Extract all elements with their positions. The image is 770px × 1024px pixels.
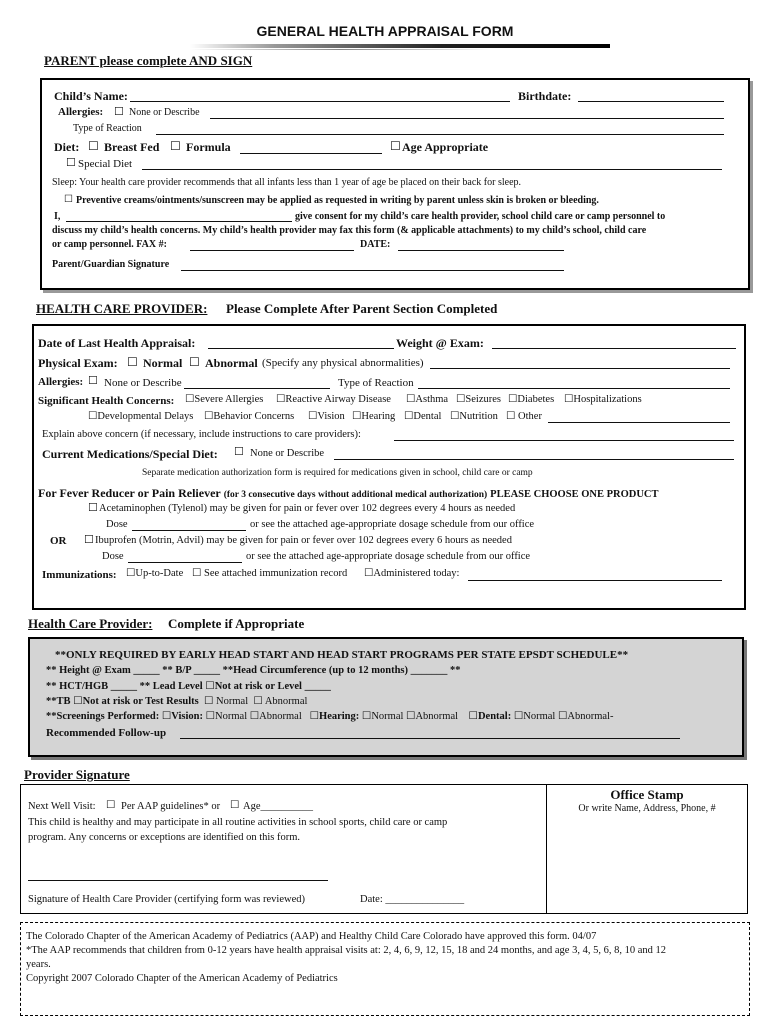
concern-reactive-airway[interactable]: ☐Reactive Airway Disease	[276, 394, 391, 405]
tb-normal-checkbox[interactable]: ☐	[204, 696, 214, 707]
parent-section-heading: PARENT please complete AND SIGN	[44, 53, 253, 68]
hcp-signature-field[interactable]	[28, 880, 328, 881]
acetaminophen-label: Acetaminophen (Tylenol) may be given for pain or fever over 102 degrees every 4 hours as needed	[99, 503, 516, 514]
dental-normal-checkbox[interactable]: ☐	[513, 711, 524, 722]
concern-dental[interactable]: ☐Dental	[404, 411, 442, 422]
footer-line-1: The Colorado Chapter of the American Academy of Pediatrics (AAP) and Healthy Child Care Colorado have approved this form. 04/07	[26, 931, 597, 942]
tb-abnormal-checkbox[interactable]: ☐	[253, 696, 263, 707]
concern-hospitalizations[interactable]: ☐Hospitalizations	[564, 394, 642, 405]
fax-field[interactable]	[190, 250, 354, 251]
date-last-appraisal-field[interactable]	[208, 348, 394, 349]
special-diet-checkbox[interactable]: ☐	[66, 157, 76, 169]
concern-asthma[interactable]: ☐Asthma	[406, 394, 449, 405]
fever-heading	[38, 487, 659, 501]
concern-behavior[interactable]: ☐Behavior Concerns	[204, 411, 295, 422]
formula-label: Formula	[186, 140, 231, 154]
diet-label: Diet:	[54, 140, 80, 154]
explain-field[interactable]	[394, 440, 734, 441]
parent-signature-field[interactable]	[181, 270, 564, 271]
type-of-reaction-label: Type of Reaction	[73, 123, 142, 134]
preventive-checkbox[interactable]: ☐	[64, 194, 73, 205]
vision-checkbox[interactable]: ☐	[161, 711, 172, 722]
concern-severe-allergies[interactable]: ☐Severe Allergies	[185, 394, 264, 405]
or-label: OR	[50, 535, 67, 547]
sig-concerns-label: Significant Health Concerns:	[38, 395, 175, 407]
dose-label-1: Dose	[106, 519, 128, 530]
concern-vision[interactable]: ☐Vision	[308, 411, 345, 422]
tb-not-at-risk-checkbox[interactable]: ☐	[73, 696, 83, 707]
hcp-allergies-label: Allergies:	[38, 376, 84, 388]
up-to-date-label: Up-to-Date	[135, 568, 184, 579]
see-attached-label: See attached immunization record	[204, 568, 348, 579]
special-diet-label: Special Diet	[78, 158, 133, 170]
consent-line-1: give consent for my child’s care health provider, school child care or camp personnel to	[295, 211, 666, 222]
allergies-none-label: None or Describe	[129, 107, 200, 118]
concern-label: Developmental Delays	[97, 411, 194, 422]
hcp-allergies-field[interactable]	[184, 388, 330, 389]
office-stamp-subtitle: Or write Name, Address, Phone, #	[578, 803, 716, 814]
height-bp-line: ** Height @ Exam _____ ** B/P _____ **Head Circumference (up to 12 months) _______ **	[46, 665, 461, 676]
hcp-section-heading: HEALTH CARE PROVIDER:	[36, 301, 208, 316]
form-title: GENERAL HEALTH APPRAISAL FORM	[256, 23, 514, 39]
concern-nutrition[interactable]: ☐Nutrition	[450, 411, 498, 422]
age-appropriate-label: Age Appropriate	[402, 140, 489, 154]
allergies-none-checkbox[interactable]: ☐	[114, 106, 124, 118]
title-underline-swoosh	[190, 44, 610, 48]
physical-abnormal-label: Abnormal	[205, 356, 258, 370]
tb-line	[46, 697, 307, 708]
provider-signature-heading: Provider Signature	[24, 767, 130, 782]
concern-label: Dental	[413, 411, 442, 422]
consent-i-label: I,	[54, 211, 61, 222]
physical-normal-checkbox[interactable]: ☐	[127, 355, 138, 369]
formula-checkbox[interactable]: ☐	[170, 139, 181, 153]
breast-fed-checkbox[interactable]: ☐	[88, 139, 99, 153]
fever-heading-a: For Fever Reducer or Pain Reliever	[38, 486, 221, 500]
vision-normal-checkbox[interactable]: ☐	[205, 711, 216, 722]
tb-label: **TB	[46, 696, 71, 707]
concern-other-field[interactable]	[548, 422, 730, 423]
physical-exam-label: Physical Exam:	[38, 356, 118, 370]
concern-label: Severe Allergies	[194, 394, 264, 405]
parent-signature-label: Parent/Guardian Signature	[52, 259, 170, 270]
birthdate-field[interactable]	[578, 101, 724, 102]
footer-line-4: Copyright 2007 Colorado Chapter of the American Academy of Pediatrics	[26, 973, 338, 984]
ibuprofen-checkbox[interactable]: ☐	[84, 534, 94, 546]
hct-label: ** HCT/HGB _____ ** Lead Level	[46, 681, 203, 692]
hcp-signature-date: Date: _______________	[360, 894, 465, 905]
concern-developmental-delays[interactable]: ☐Developmental Delays	[88, 411, 194, 422]
vision-abnormal-checkbox[interactable]: ☐	[249, 711, 260, 722]
tb-normal-label: Normal	[216, 696, 249, 707]
immunizations-label: Immunizations:	[42, 569, 117, 581]
office-stamp-title: Office Stamp	[610, 787, 684, 802]
meds-none-checkbox[interactable]: ☐	[234, 446, 244, 458]
age-appropriate-checkbox[interactable]: ☐	[390, 139, 401, 153]
weight-label: Weight @ Exam:	[396, 336, 484, 350]
current-meds-label: Current Medications/Special Diet:	[42, 447, 218, 461]
per-aap-checkbox[interactable]: ☐	[106, 800, 116, 811]
preventive-text: Preventive creams/ointments/sunscreen may be applied as requested in writing by parent unless skin is broken or bleeding.	[76, 195, 599, 206]
allergies-label: Allergies:	[58, 106, 104, 118]
child-name-field[interactable]	[130, 101, 510, 102]
vision-normal-label: Normal	[215, 711, 248, 722]
recommended-field[interactable]	[180, 738, 680, 739]
child-name-label: Child’s Name:	[54, 89, 128, 103]
lead-checkbox[interactable]: ☐	[205, 681, 215, 692]
consent-date-label: DATE:	[360, 239, 391, 250]
concern-label: Seizures	[465, 394, 501, 405]
only-required-note: **ONLY REQUIRED BY EARLY HEAD START AND HEAD START PROGRAMS PER STATE EPSDT SCHEDULE**	[55, 649, 629, 661]
lead-label: Not at risk or Level _____	[214, 681, 331, 692]
meds-field[interactable]	[334, 459, 734, 460]
birthdate-label: Birthdate:	[518, 89, 572, 103]
hcp-section-subheading: Please Complete After Parent Section Completed	[226, 301, 498, 316]
concern-hearing[interactable]: ☐Hearing	[352, 411, 396, 422]
concern-label: Reactive Airway Disease	[285, 394, 391, 405]
age-label: Age__________	[243, 801, 313, 812]
hct-line	[46, 682, 331, 693]
hcp-signature-label: Signature of Health Care Provider (certifying form was reviewed)	[28, 894, 305, 905]
screenings-label: **Screenings Performed:	[46, 711, 160, 722]
footer-line-2: *The AAP recommends that children from 0-12 years have health appraisal visits at: 2, 4, 6, 9, 12, 15, 18 and 24 months, and age 3, 4, 5, 6, 8, 10 and 12	[26, 945, 666, 956]
hearing-checkbox[interactable]: ☐	[309, 711, 320, 722]
hearing-abnormal-checkbox[interactable]: ☐	[406, 711, 416, 722]
dental-abnormal-label: Abnormal-	[567, 711, 614, 722]
consent-name-field[interactable]	[66, 221, 292, 222]
hearing-label: Hearing:	[319, 711, 360, 722]
concern-label: Hospitalizations	[573, 394, 642, 405]
title-underline-thin	[190, 49, 490, 50]
age-checkbox[interactable]: ☐	[230, 800, 240, 811]
hcp-allergies-checkbox[interactable]: ☐	[88, 375, 98, 387]
type-of-reaction-field[interactable]	[156, 134, 724, 135]
hcp2-heading: Health Care Provider:	[28, 616, 153, 631]
explain-label: Explain above concern (if necessary, include instructions to care providers):	[42, 429, 361, 440]
healthy-statement-2: program. Any concerns or exceptions are identified on this form.	[28, 832, 301, 843]
physical-specify-label: (Specify any physical abnormalities)	[262, 357, 424, 369]
concern-label: Other	[518, 411, 542, 422]
healthy-statement-1: This child is healthy and may participate in all routine activities in school sports, child care or camp	[28, 817, 448, 828]
dental-label: Dental:	[477, 711, 512, 722]
hearing-normal-checkbox[interactable]: ☐	[361, 711, 372, 722]
dose-field-2[interactable]	[128, 562, 242, 563]
dose-label-2: Dose	[102, 551, 124, 562]
hcp-reaction-field[interactable]	[418, 388, 730, 389]
special-diet-field[interactable]	[142, 169, 722, 170]
dose-field-1[interactable]	[132, 530, 246, 531]
administered-field[interactable]	[468, 580, 722, 581]
physical-abnormal-checkbox[interactable]: ☐	[189, 355, 200, 369]
vision-label: Vision:	[171, 711, 203, 722]
concern-label: Hearing	[361, 411, 396, 422]
ibuprofen-label: Ibuprofen (Motrin, Advil) may be given for pain or fever over 102 degrees every 6 hours as needed	[95, 535, 512, 546]
dental-normal-label: Normal	[523, 711, 556, 722]
tb-not-at-risk-label: Not at risk or Test Results	[82, 696, 199, 707]
date-last-appraisal-label: Date of Last Health Appraisal:	[38, 336, 196, 350]
footer-line-3: years.	[26, 959, 51, 970]
meds-none-label: None or Describe	[250, 448, 325, 459]
hcp-reaction-label: Type of Reaction	[338, 377, 414, 389]
consent-date-field[interactable]	[398, 250, 564, 251]
fever-heading-b: (for 3 consecutive days without additional medical authorization)	[223, 490, 488, 500]
allergies-field[interactable]	[210, 118, 724, 119]
concern-diabetes[interactable]: ☐Diabetes	[508, 394, 555, 405]
separate-auth-note: Separate medication authorization form is required for medications given in school, child care or camp	[142, 468, 533, 478]
dose-rest-1: or see the attached age-appropriate dosage schedule from our office	[250, 519, 535, 530]
consent-line-3: or camp personnel. FAX #:	[52, 239, 167, 250]
hcp2-subheading: Complete if Appropriate	[168, 616, 305, 631]
recommended-label: Recommended Follow-up	[46, 727, 167, 739]
consent-line-2: discuss my child’s health concerns. My child’s health provider may fax this form (& applicable attachments) to my child’s school, child care	[52, 225, 647, 236]
administered-label: Administered today:	[373, 568, 460, 579]
physical-specify-field[interactable]	[430, 368, 730, 369]
per-aap-label: Per AAP guidelines* or	[121, 801, 221, 812]
physical-normal-label: Normal	[143, 356, 183, 370]
vision-abnormal-label: Abnormal	[259, 711, 302, 722]
dental-checkbox[interactable]: ☐	[468, 711, 478, 722]
hcp-allergies-none-label: None or Describe	[104, 377, 182, 389]
concern-label: Vision	[317, 411, 345, 422]
next-visit-label: Next Well Visit:	[28, 801, 96, 812]
concern-label: Diabetes	[517, 394, 555, 405]
sleep-notice: Sleep: Your health care provider recommends that all infants less than 1 year of age be placed on their back for sleep.	[52, 177, 522, 188]
administered-option[interactable]: ☐Administered today:	[364, 568, 460, 579]
breast-fed-label: Breast Fed	[104, 140, 160, 154]
concern-label: Behavior Concerns	[213, 411, 295, 422]
acetaminophen-checkbox[interactable]: ☐	[88, 502, 98, 514]
concern-label: Nutrition	[459, 411, 498, 422]
tb-abnormal-label: Abnormal	[264, 696, 308, 707]
dental-abnormal-checkbox[interactable]: ☐	[557, 711, 568, 722]
up-to-date-option[interactable]: ☐Up-to-Date	[126, 568, 184, 579]
concern-other[interactable]: ☐ Other	[506, 411, 542, 422]
dose-rest-2: or see the attached age-appropriate dosage schedule from our office	[246, 551, 531, 562]
see-attached-option[interactable]: ☐ See attached immunization record	[192, 568, 348, 579]
screenings-line	[46, 712, 613, 723]
weight-field[interactable]	[492, 348, 736, 349]
hearing-abnormal-label: Abnormal	[415, 711, 459, 722]
formula-field[interactable]	[240, 153, 382, 154]
concern-label: Asthma	[415, 394, 449, 405]
concern-seizures[interactable]: ☐Seizures	[456, 394, 501, 405]
hearing-normal-label: Normal	[371, 711, 404, 722]
fever-heading-c: PLEASE CHOOSE ONE PRODUCT	[490, 489, 659, 500]
